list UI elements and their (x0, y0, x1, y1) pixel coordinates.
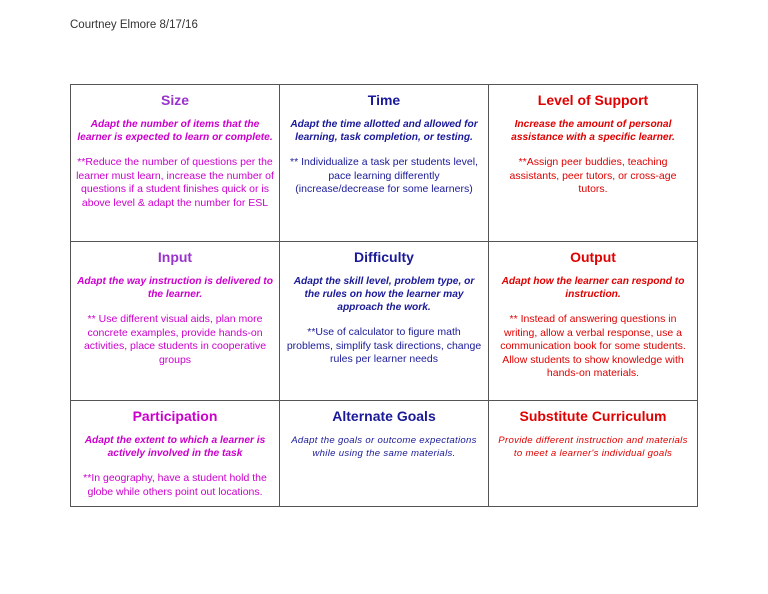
cell-note-time: ** Individualize a task per students level, pace learning differently (increase/decrease for some learners) (290, 156, 478, 195)
cell-title-time: Time (367, 92, 401, 108)
cell-lead-level-of-support: Increase the amount of personal assistance with a specific learner. (511, 119, 675, 143)
cell-time (280, 85, 489, 242)
adaptations-table (70, 84, 698, 507)
cell-alternate-goals (280, 401, 489, 507)
cell-lead-size: Adapt the number of items that the learner is expected to learn or complete. (77, 119, 273, 143)
cell-title-size: Size (160, 92, 189, 108)
cell-note-level-of-support: **Assign peer buddies, teaching assistants, peer tutors, or cross-age tutors. (509, 156, 677, 195)
cell-participation (71, 401, 280, 507)
cell-title-substitute-curriculum: Substitute Curriculum (519, 408, 667, 424)
cell-lead-time: Adapt the time allotted and allowed for learning, task completion, or testing. (290, 119, 478, 143)
cell-title-input: Input (157, 249, 193, 265)
cell-title-alternate-goals: Alternate Goals (332, 408, 436, 424)
cell-level-of-support (489, 85, 698, 242)
cell-lead-alternate-goals: Adapt the goals or outcome expectations while using the same materials. (291, 435, 477, 459)
cell-size (71, 85, 280, 242)
table-row (71, 401, 698, 507)
cell-title-participation: Participation (132, 408, 218, 424)
cell-lead-substitute-curriculum: Provide different instruction and materials to meet a learner's individual goals (498, 435, 688, 459)
cell-lead-output: Adapt how the learner can respond to instruction. (501, 276, 685, 300)
cell-output (489, 242, 698, 401)
cell-substitute-curriculum (489, 401, 698, 507)
cell-note-participation: **In geography, have a student hold the globe while others point out locations. (83, 472, 267, 498)
cell-lead-input: Adapt the way instruction is delivered to the learner. (77, 276, 273, 300)
cell-title-output: Output (570, 249, 616, 265)
cell-note-size: **Reduce the number of questions per the learner must learn, increase the number of questions if a student finishes quick or is above level & adapt the number for ESL (76, 156, 274, 209)
table-row (71, 242, 698, 401)
cell-input (71, 242, 280, 401)
cell-lead-difficulty: Adapt the skill level, problem type, or the rules on how the learner may approach the work. (293, 276, 475, 313)
cell-note-output: ** Instead of answering questions in writing, allow a verbal response, use a communication book for some students. Allow students to show knowledge with hands-on materials. (500, 313, 686, 379)
table-row (71, 85, 698, 242)
cell-title-difficulty: Difficulty (354, 249, 414, 265)
cell-lead-participation: Adapt the extent to which a learner is actively involved in the task (84, 435, 266, 459)
cell-note-difficulty: **Use of calculator to figure math problems, simplify task directions, change rules per learner needs (286, 326, 482, 365)
cell-note-input: ** Use different visual aids, plan more concrete examples, provide hands-on activities, place students in cooperative groups (83, 313, 267, 366)
author-date-header: Courtney Elmore 8/17/16 (70, 19, 198, 31)
cell-difficulty (280, 242, 489, 401)
cell-title-level-of-support: Level of Support (537, 92, 649, 108)
